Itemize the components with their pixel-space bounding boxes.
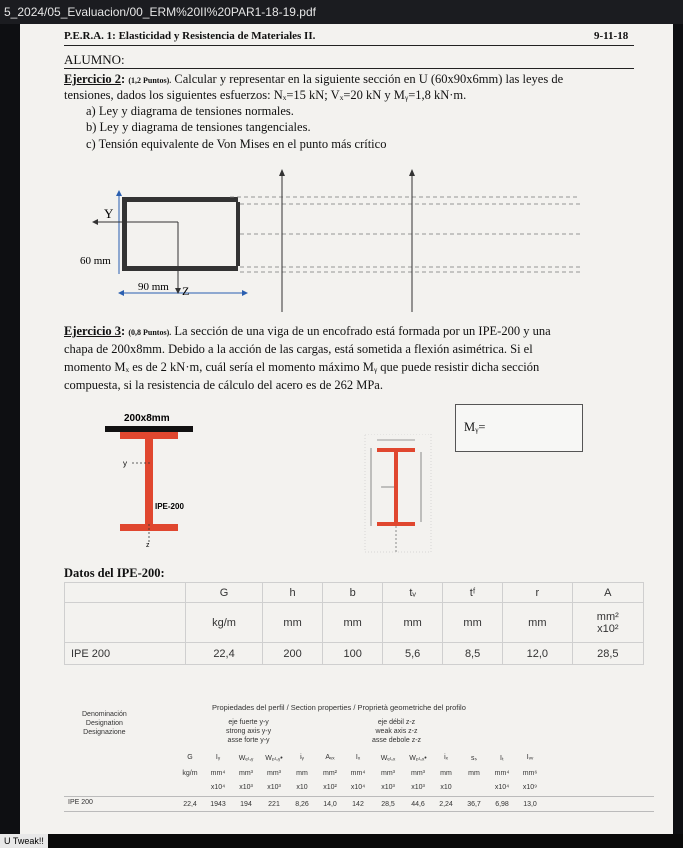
props-mult-6: x10⁴ [350, 784, 366, 791]
student-label: ALUMNO: [64, 52, 125, 67]
window-title: 5_2024/05_Evaluacion/00_ERM%20II%20PAR1-18-19.pdf [0, 0, 683, 24]
props-table [64, 752, 654, 812]
taskbar [0, 834, 683, 848]
ipe-u-6-unit: mm² [596, 610, 619, 623]
u-section [122, 197, 238, 271]
plate-label: 200x8mm [124, 413, 170, 424]
ex3-line1: Ejercicio 3: (0,8 Puntos). La sección de una viga de un encofrado está formada por un IPE-200 y una [64, 324, 551, 338]
props-strong-es: eje fuerte y-y [228, 719, 269, 726]
props-val-10: 36,7 [467, 801, 481, 808]
ipe-schematic [363, 434, 433, 559]
schem-web [394, 452, 398, 522]
props-val-0: 22,4 [183, 801, 197, 808]
y-axis-arrow [92, 219, 98, 225]
props-unit-7: mm³ [381, 770, 395, 777]
props-val-5: 14,0 [323, 801, 337, 808]
props-unit-6: mm⁴ [350, 770, 366, 777]
props-unit-12: mm⁶ [522, 770, 538, 777]
ipe-header-row [65, 583, 644, 603]
z-axis-label: Z [182, 284, 190, 298]
props-unit-4: mm [296, 770, 308, 777]
props-row-name: IPE 200 [68, 799, 93, 806]
ipe-web [145, 439, 153, 524]
ipe-h-0: G [186, 583, 263, 603]
props-weak-axis [372, 718, 421, 745]
ipe-d-3: 100 [323, 643, 383, 665]
ipe-u-3: mm [383, 603, 443, 643]
props-col-6: Iₓ [355, 754, 361, 761]
ex2-forces: Nₓ=15 kN; Vₓ=20 kN y Mᵧ=1,8 kN·m. [273, 88, 467, 102]
ipe-h-4: tᶠ [443, 583, 503, 603]
props-mult-11: x10⁴ [494, 784, 510, 791]
props-mult-row [64, 782, 654, 796]
props-mult-12: x10⁹ [522, 784, 538, 791]
width-dim-label: 90 mm [138, 281, 169, 293]
props-weak-en: weak axis z-z [375, 728, 418, 735]
props-data-row [64, 796, 654, 812]
props-col-7: Wₑₗ,ₓ [380, 755, 396, 762]
ipe-table [64, 582, 644, 665]
props-unit-11: mm⁴ [494, 770, 510, 777]
props-mult-4: x10 [296, 784, 308, 791]
props-unit-1: mm⁴ [210, 770, 226, 777]
schem-bottom-flange [377, 522, 415, 526]
ipe-d-7: 28,5 [572, 643, 643, 665]
ex3-points: (0,8 Puntos). [128, 328, 172, 337]
plate [105, 426, 193, 432]
ipe-d-2: 200 [263, 643, 323, 665]
ex2-line1: Ejercicio 2: (1,2 Puntos). Calcular y representar en la siguiente sección en U (60x90x6mm) las leyes de [64, 72, 564, 86]
ipe-h-3: tᵥ [383, 583, 443, 603]
y-axis-label: Y [104, 206, 114, 221]
props-col-10: sₛ [470, 755, 478, 762]
ipe-u-1: mm [263, 603, 323, 643]
diagram-axis-1-arrow [279, 169, 285, 176]
exam-date: 9-11-18 [594, 30, 629, 42]
props-unit-0: kg/m [182, 770, 198, 777]
ipe-unit-row [65, 603, 644, 643]
ex3-figure [90, 409, 220, 549]
height-dim-label: 60 mm [80, 255, 111, 267]
header-rule [64, 45, 634, 46]
props-mult-7: x10³ [381, 784, 395, 791]
ipe-d-5: 8,5 [443, 643, 503, 665]
height-dim-arrow-up [116, 190, 122, 196]
props-val-3: 221 [268, 801, 280, 808]
props-col-3: Wₚₗ,ᵧ• [265, 755, 283, 762]
pdf-page [20, 24, 673, 834]
props-col-12: Iᵥᵥ [526, 754, 534, 761]
props-col-2: Wₑₗ,ᵧ [238, 755, 254, 762]
props-mult-2: x10³ [239, 784, 253, 791]
props-unit-10: mm [468, 770, 480, 777]
student-rule [64, 68, 634, 69]
ipe-d-0: IPE 200 [65, 643, 186, 665]
props-mult-9: x10 [440, 784, 452, 791]
ex3-line2: chapa de 200x8mm. Debido a la acción de las cargas, está sometida a flexión asimétrica. Si el [64, 342, 533, 356]
props-val-12: 13,0 [523, 801, 537, 808]
props-designation [82, 710, 127, 737]
ex2-title: Ejercicio 2 [64, 72, 122, 86]
ex3-text1: La sección de una viga de un encofrado está formada por un IPE-200 y una [174, 324, 551, 338]
props-col-1: Iᵧ [215, 754, 221, 761]
props-mult-5: x10² [323, 784, 337, 791]
props-val-4: 8,26 [295, 801, 309, 808]
ex3-line4: compuesta, si la resistencia de cálculo del acero es de 262 MPa. [64, 378, 383, 392]
width-dim-arrow-left [118, 290, 124, 296]
ex2-text1: Calcular y representar en la siguiente sección en U (60x90x6mm) las leyes de [174, 72, 564, 86]
props-val-9: 2,24 [439, 801, 453, 808]
props-title: Propiedades del perfil / Section properties / Proprietà geometriche del profilo [212, 703, 466, 712]
ipe-u-6-extra: x10² [597, 622, 619, 635]
props-designation-it: Designazione [83, 729, 126, 736]
props-mult-1: x10⁴ [210, 784, 226, 791]
ipe-u-6 [572, 603, 643, 643]
ex2-item-a: a) Ley y diagrama de tensiones normales. [86, 104, 294, 118]
props-col-row [64, 752, 654, 768]
props-unit-2: mm³ [239, 770, 253, 777]
props-col-9: iₓ [444, 754, 448, 761]
my-answer-box[interactable] [455, 404, 583, 452]
fig-z-label: z [146, 542, 150, 549]
ipe-d-6: 12,0 [503, 643, 573, 665]
props-val-2: 194 [240, 801, 252, 808]
ipe-data-row [65, 643, 644, 665]
ex3-line3: momento Mₓ es de 2 kN·m, cuál sería el momento máximo Mᵧ que puede resistir dicha sección [64, 360, 540, 374]
props-unit-5: mm² [323, 770, 337, 777]
ipe-top-flange [120, 432, 178, 439]
width-dim-arrow-right [242, 290, 248, 296]
props-mult-8: x10³ [411, 784, 425, 791]
props-mult-3: x10³ [267, 784, 281, 791]
props-weak-es: eje débil z-z [377, 719, 416, 726]
ex2-points: (1,2 Puntos). [128, 76, 172, 85]
ipe-u-0: kg/m [186, 603, 263, 643]
props-strong-axis [226, 718, 271, 745]
ipe-u-4: mm [443, 603, 503, 643]
ipe-d-4: 5,6 [383, 643, 443, 665]
props-col-8: Wₚₗ,ₓ• [409, 755, 427, 762]
ex3-title: Ejercicio 3 [64, 324, 122, 338]
props-unit-row [64, 768, 654, 782]
taskbar-item[interactable]: U Tweak!! [0, 834, 48, 848]
ipe-h-6: A [572, 583, 643, 603]
props-val-11: 6,98 [495, 801, 509, 808]
props-val-7: 28,5 [381, 801, 395, 808]
schem-top-flange [377, 448, 415, 452]
ex2-item-b: b) Ley y diagrama de tensiones tangenciales. [86, 120, 311, 134]
props-col-11: Iₜ [499, 755, 504, 762]
props-unit-8: mm³ [411, 770, 425, 777]
ipe-u-2: mm [323, 603, 383, 643]
props-weak-it: asse debole z-z [372, 737, 422, 744]
props-val-6: 142 [352, 801, 364, 808]
ipe-d-1: 22,4 [186, 643, 263, 665]
ipe-u-5: mm [503, 603, 573, 643]
fig-y-label: y [123, 459, 127, 468]
props-designation-en: Designation [85, 720, 123, 727]
ex2-line2: tensiones, dados los siguientes esfuerzos: Nₓ=15 kN; Vₓ=20 kN y Mᵧ=1,8 kN·m. [64, 88, 467, 102]
props-val-8: 44,6 [411, 801, 425, 808]
my-answer-label: Mᵧ= [464, 420, 486, 434]
props-strong-it: asse forte y-y [227, 737, 270, 744]
props-col-5: Aᵥₓ [325, 754, 335, 761]
ipe-title: Datos del IPE-200: [64, 566, 165, 580]
ipe-h-1: h [263, 583, 323, 603]
diagram-axis-2-arrow [409, 169, 415, 176]
props-col-0: G [187, 754, 193, 761]
ex2-item-c: c) Tensión equivalente de Von Mises en el punto más crítico [86, 137, 387, 151]
course-title: P.E.R.A. 1: Elasticidad y Resistencia de Materiales II. [64, 30, 316, 42]
profile-label: IPE-200 [155, 502, 184, 511]
props-designation-es: Denominación [82, 711, 127, 718]
props-unit-9: mm [440, 770, 452, 777]
props-strong-en: strong axis y-y [226, 728, 272, 735]
props-val-1: 1943 [210, 801, 226, 808]
ex2-figure [20, 164, 673, 314]
props-unit-3: mm³ [267, 770, 281, 777]
props-col-4: iᵧ [300, 754, 304, 761]
ipe-h-5: r [503, 583, 573, 603]
ipe-h-2: b [323, 583, 383, 603]
